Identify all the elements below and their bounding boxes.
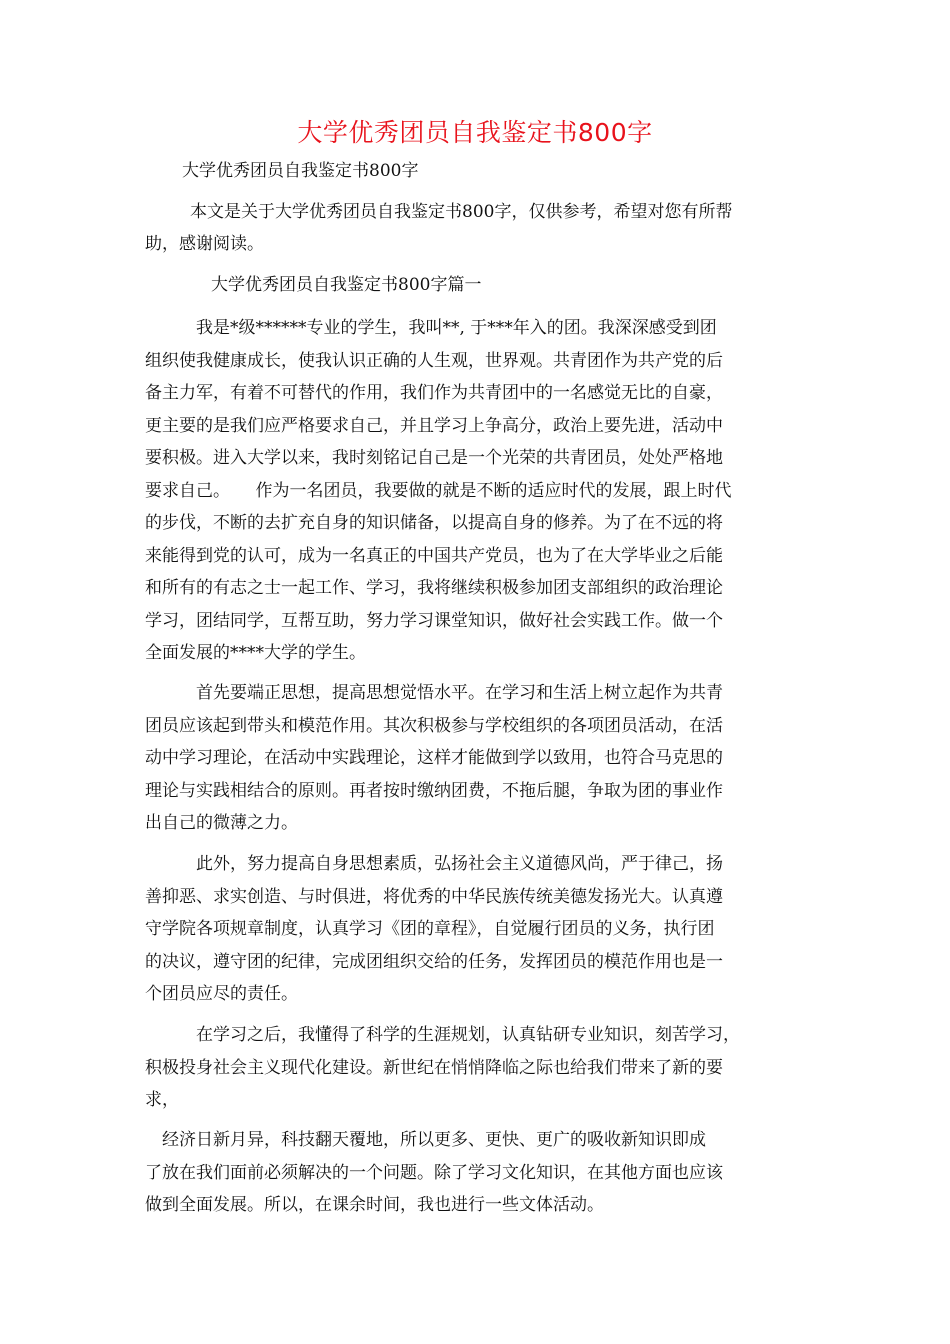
- paragraph-line: 要积极。进入大学以来，我时刻铭记自己是一个光荣的共青团员，处处严格地: [145, 448, 723, 468]
- paragraph-line: 要求自己。 作为一名团员，我要做的就是不断的适应时代的发展，跟上时代: [145, 480, 732, 501]
- body-paragraph-1: [145, 312, 805, 670]
- paragraph-line: 善抑恶、求实创造、与时俱进，将优秀的中华民族传统美德发扬光大。认真遵: [145, 886, 723, 907]
- paragraph-line: 理论与实践相结合的原则。再者按时缴纳团费，不拖后腿，争取为团的事业作: [145, 780, 723, 801]
- paragraph-line: 的决议，遵守团的纪律，完成团组织交给的任务，发挥团员的模范作用也是一: [145, 951, 723, 972]
- intro-paragraph-continued: [145, 228, 805, 261]
- paragraph-line: 了放在我们面前必须解决的一个问题。除了学习文化知识，在其他方面也应该: [145, 1162, 723, 1183]
- paragraph-line: 团员应该起到带头和模范作用。其次积极参与学校组织的各项团员活动，在活: [145, 715, 723, 736]
- paragraph-line: 此外，努力提高自身思想素质，弘扬社会主义道德风尚，严于律己，扬: [145, 854, 723, 874]
- paragraph-line: 经济日新月异，科技翻天覆地，所以更多、更快、更广的吸收新知识即成: [145, 1130, 706, 1150]
- intro-paragraph: [190, 196, 810, 229]
- paragraph-line: 个团员应尽的责任。: [145, 984, 298, 1004]
- paragraph-line: 更主要的是我们应严格要求自己，并且学习上争高分，政治上要先进，活动中: [145, 415, 723, 436]
- paragraph-line: 首先要端正思想，提高思想觉悟水平。在学习和生活上树立起作为共青: [145, 683, 723, 703]
- intro-line: 本文是关于大学优秀团员自我鉴定书800字，仅供参考，希望对您有所帮: [190, 202, 733, 222]
- paragraph-line: 动中学习理论，在活动中实践理论，这样才能做到学以致用，也符合马克思的: [145, 748, 723, 768]
- document-title: 大学优秀团员自我鉴定书800字: [297, 118, 653, 147]
- body-paragraph-3: [145, 848, 805, 1011]
- body-paragraph-4: [145, 1019, 805, 1117]
- paragraph-line: 出自己的微薄之力。: [145, 813, 298, 833]
- paragraph-line: 做到全面发展。所以，在课余时间，我也进行一些文体活动。: [145, 1195, 604, 1215]
- section-heading: 大学优秀团员自我鉴定书800字篇一: [211, 275, 482, 295]
- paragraph-line: 组织使我健康成长，使我认识正确的人生观，世界观。共青团作为共产党的后: [145, 350, 723, 371]
- paragraph-line: 我是*级******专业的学生，我叫**, 于***年入的团。我深深感受到团: [145, 318, 717, 338]
- intro-line: 助，感谢阅读。: [145, 234, 264, 254]
- body-paragraph-2: [145, 677, 805, 840]
- paragraph-line: 积极投身社会主义现代化建设。新世纪在悄悄降临之际也给我们带来了新的要: [145, 1057, 723, 1078]
- paragraph-line: 备主力军，有着不可替代的作用，我们作为共青团中的一名感觉无比的自豪，: [145, 383, 723, 403]
- paragraph-line: 在学习之后，我懂得了科学的生涯规划，认真钻研专业知识，刻苦学习，: [145, 1025, 740, 1045]
- body-paragraph-5: [145, 1124, 805, 1222]
- paragraph-line: 学习，团结同学，互帮互助，努力学习课堂知识，做好社会实践工作。做一个: [145, 610, 723, 631]
- paragraph-line: 和所有的有志之士一起工作、学习，我将继续积极参加团支部组织的政治理论: [145, 578, 723, 598]
- paragraph-line: 守学院各项规章制度，认真学习《团的章程》，自觉履行团员的义务，执行团: [145, 919, 715, 939]
- paragraph-line: 的步伐，不断的去扩充自身的知识储备，以提高自身的修养。为了在不远的将: [145, 513, 723, 533]
- paragraph-line: 求，: [145, 1090, 179, 1110]
- paragraph-line: 全面发展的****大学的学生。: [145, 643, 366, 663]
- paragraph-line: 来能得到党的认可，成为一名真正的中国共产党员，也为了在大学毕业之后能: [145, 545, 723, 566]
- document-subtitle: 大学优秀团员自我鉴定书800字: [182, 161, 419, 181]
